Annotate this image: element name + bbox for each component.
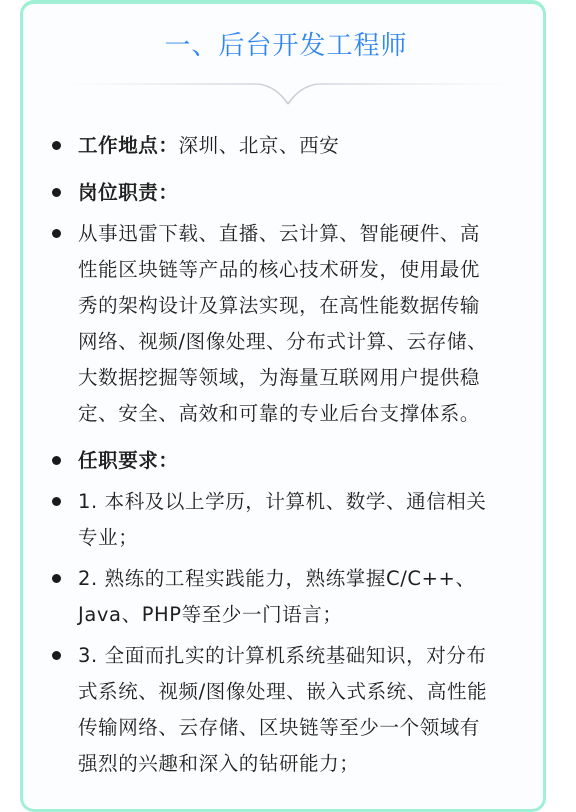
requirement-item [52,561,532,633]
duties-text-item [52,216,532,432]
bullet-icon [52,651,61,660]
requirement-line: 2. 熟练的工程实践能力，熟练掌握C/C++、 [78,567,476,590]
requirement-item [52,484,532,556]
bullet-icon [52,456,61,465]
requirement-line: 传输网络、云存储、区块链等至少一个领域有 [78,716,481,739]
bullet-icon [52,229,61,238]
duties-line: 秀的架构设计及算法实现，在高性能数据传输 [78,294,481,317]
location-value: 深圳、北京、西安 [178,134,340,157]
requirements-label: 任职要求： [78,449,179,472]
job-details [52,128,532,782]
duties-heading-item [52,175,532,211]
requirement-line: 3. 全面而扎实的计算机系统基础知识，对分布 [78,644,487,667]
requirement-line: 1. 本科及以上学历，计算机、数学、通信相关 [78,490,487,513]
requirements-heading-item [52,443,532,479]
bullet-icon [52,188,61,197]
requirement-line: 强烈的兴趣和深入的钻研能力； [78,752,360,775]
requirement-item [52,638,532,782]
requirement-line: 式系统、视频/图像处理、嵌入式系统、高性能 [78,680,488,703]
title-divider [62,74,514,114]
section-title: 一、后台开发工程师 [164,31,408,61]
location-item [52,128,532,164]
requirement-line: 专业； [78,526,139,549]
duties-line: 定、安全、高效和可靠的专业后台支撑体系。 [78,402,481,425]
duties-label: 岗位职责： [78,181,179,204]
bullet-icon [52,497,61,506]
duties-line: 大数据挖掘等领域，为海量互联网用户提供稳 [78,366,481,389]
bullet-icon [52,574,61,583]
duties-line: 网络、视频/图像处理、分布式计算、云存储、 [78,330,488,353]
duties-line: 性能区块链等产品的核心技术研发，使用最优 [78,258,481,281]
requirement-line: Java、PHP等至少一门语言； [78,603,343,626]
location-label: 工作地点： [78,134,179,157]
bullet-icon [52,141,61,150]
duties-line: 从事迅雷下载、直播、云计算、智能硬件、高 [78,222,481,245]
